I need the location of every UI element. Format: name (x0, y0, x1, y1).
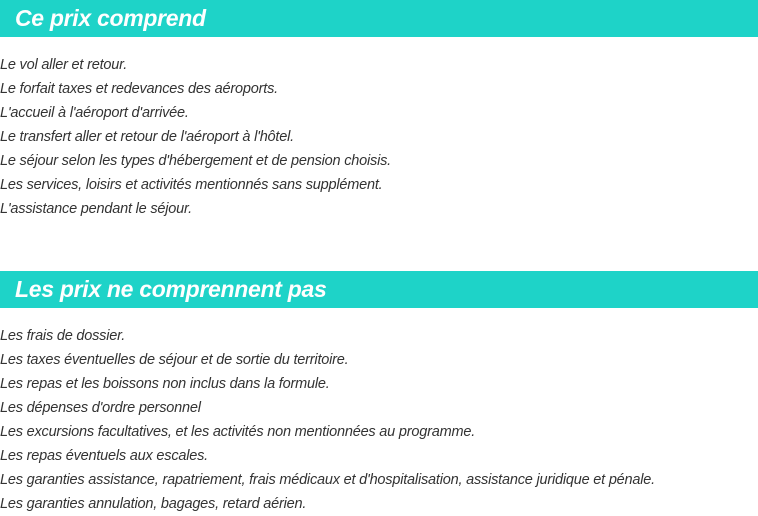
excluded-item: Les excursions facultatives, et les activités non mentionnées au programme. (0, 424, 476, 440)
included-items-list (0, 53, 391, 221)
included-item: Les services, loisirs et activités mentionnés sans supplément. (0, 177, 383, 193)
included-item: Le forfait taxes et redevances des aéroports. (0, 81, 278, 97)
excluded-item: Les dépenses d'ordre personnel (0, 400, 201, 416)
included-section-title: Ce prix comprend (15, 5, 206, 31)
included-item: L'accueil à l'aéroport d'arrivée. (0, 105, 189, 121)
included-item: Le séjour selon les types d'hébergement et de pension choisis. (0, 153, 391, 169)
excluded-item: Les garanties assistance, rapatriement, frais médicaux et d'hospitalisation, assistance juridique et pénale. (0, 472, 655, 488)
included-section-header (0, 0, 758, 37)
excluded-item: Les frais de dossier. (0, 328, 126, 344)
included-item: Le vol aller et retour. (0, 57, 128, 73)
excluded-section-title: Les prix ne comprennent pas (15, 276, 327, 302)
excluded-items-list (0, 324, 655, 516)
excluded-item: Les garanties annulation, bagages, retard aérien. (0, 496, 307, 512)
excluded-item: Les repas et les boissons non inclus dans la formule. (0, 376, 330, 392)
excluded-item: Les repas éventuels aux escales. (0, 448, 209, 464)
included-item: L'assistance pendant le séjour. (0, 201, 192, 217)
excluded-item: Les taxes éventuelles de séjour et de sortie du territoire. (0, 352, 349, 368)
included-item: Le transfert aller et retour de l'aéroport à l'hôtel. (0, 129, 294, 145)
excluded-section-header (0, 271, 758, 308)
